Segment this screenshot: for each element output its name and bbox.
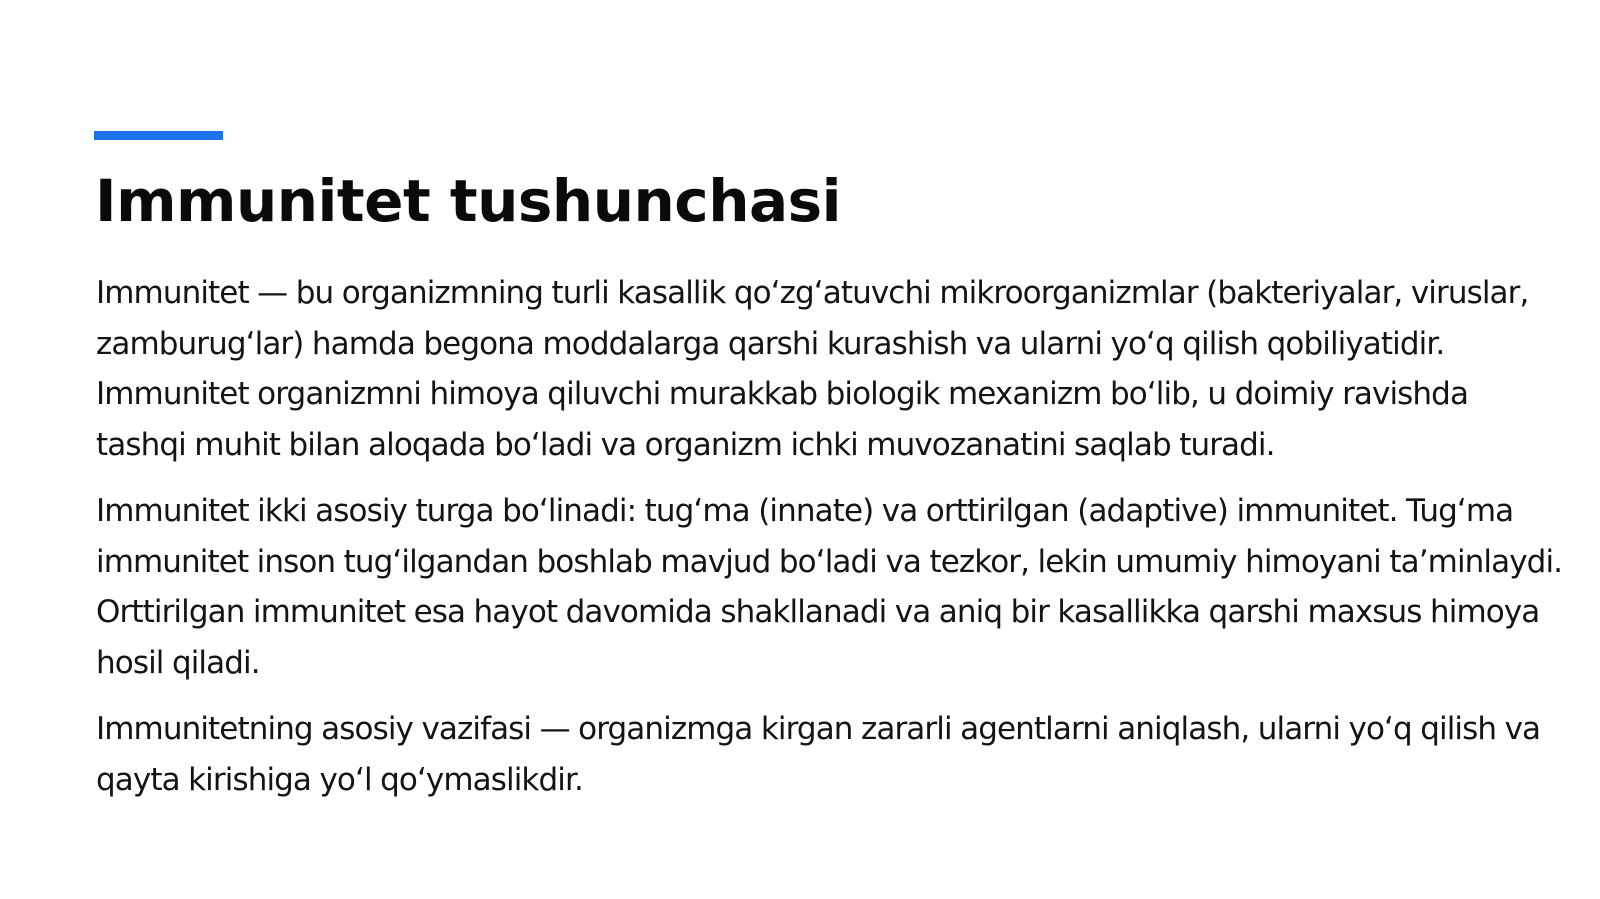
slide-title: Immunitet tushunchasi bbox=[95, 167, 842, 235]
paragraph-definition: Immunitet — bu organizmning turli kasallik qo‘zg‘atuvchi mikroorganizmlar (bakteriyalar, viruslar, zamburug‘lar) hamda begona moddalarga qarshi kurashish va ularni yo‘q qilish qobiliyatidir. Immunitet organizmni himoya qiluvchi murakkab biologik mexanizm bo‘lib, u doimiy ravishda tashqi muhit bilan aloqada bo‘ladi va organizm ichki muvozanatini saqlab turadi. bbox=[96, 275, 1529, 463]
paragraph-types: Immunitet ikki asosiy turga bo‘linadi: tug‘ma (innate) va orttirilgan (adaptive) immunitet. Tug‘ma immunitet inson tug‘ilgandan boshlab mavjud bo‘ladi va tezkor, lekin umumiy himoyani ta’minlaydi. Orttirilgan immunitet esa hayot davomida shakllanadi va aniq bir kasallikka qarshi maxsus himoya hosil qiladi. bbox=[96, 493, 1563, 681]
title-accent-bar bbox=[94, 131, 223, 140]
paragraph-function: Immunitetning asosiy vazifasi — organizmga kirgan zararli agentlarni aniqlash, ularni yo‘q qilish va qayta kirishiga yo‘l qo‘ymaslikdir. bbox=[96, 711, 1541, 798]
slide-body bbox=[96, 268, 1566, 821]
